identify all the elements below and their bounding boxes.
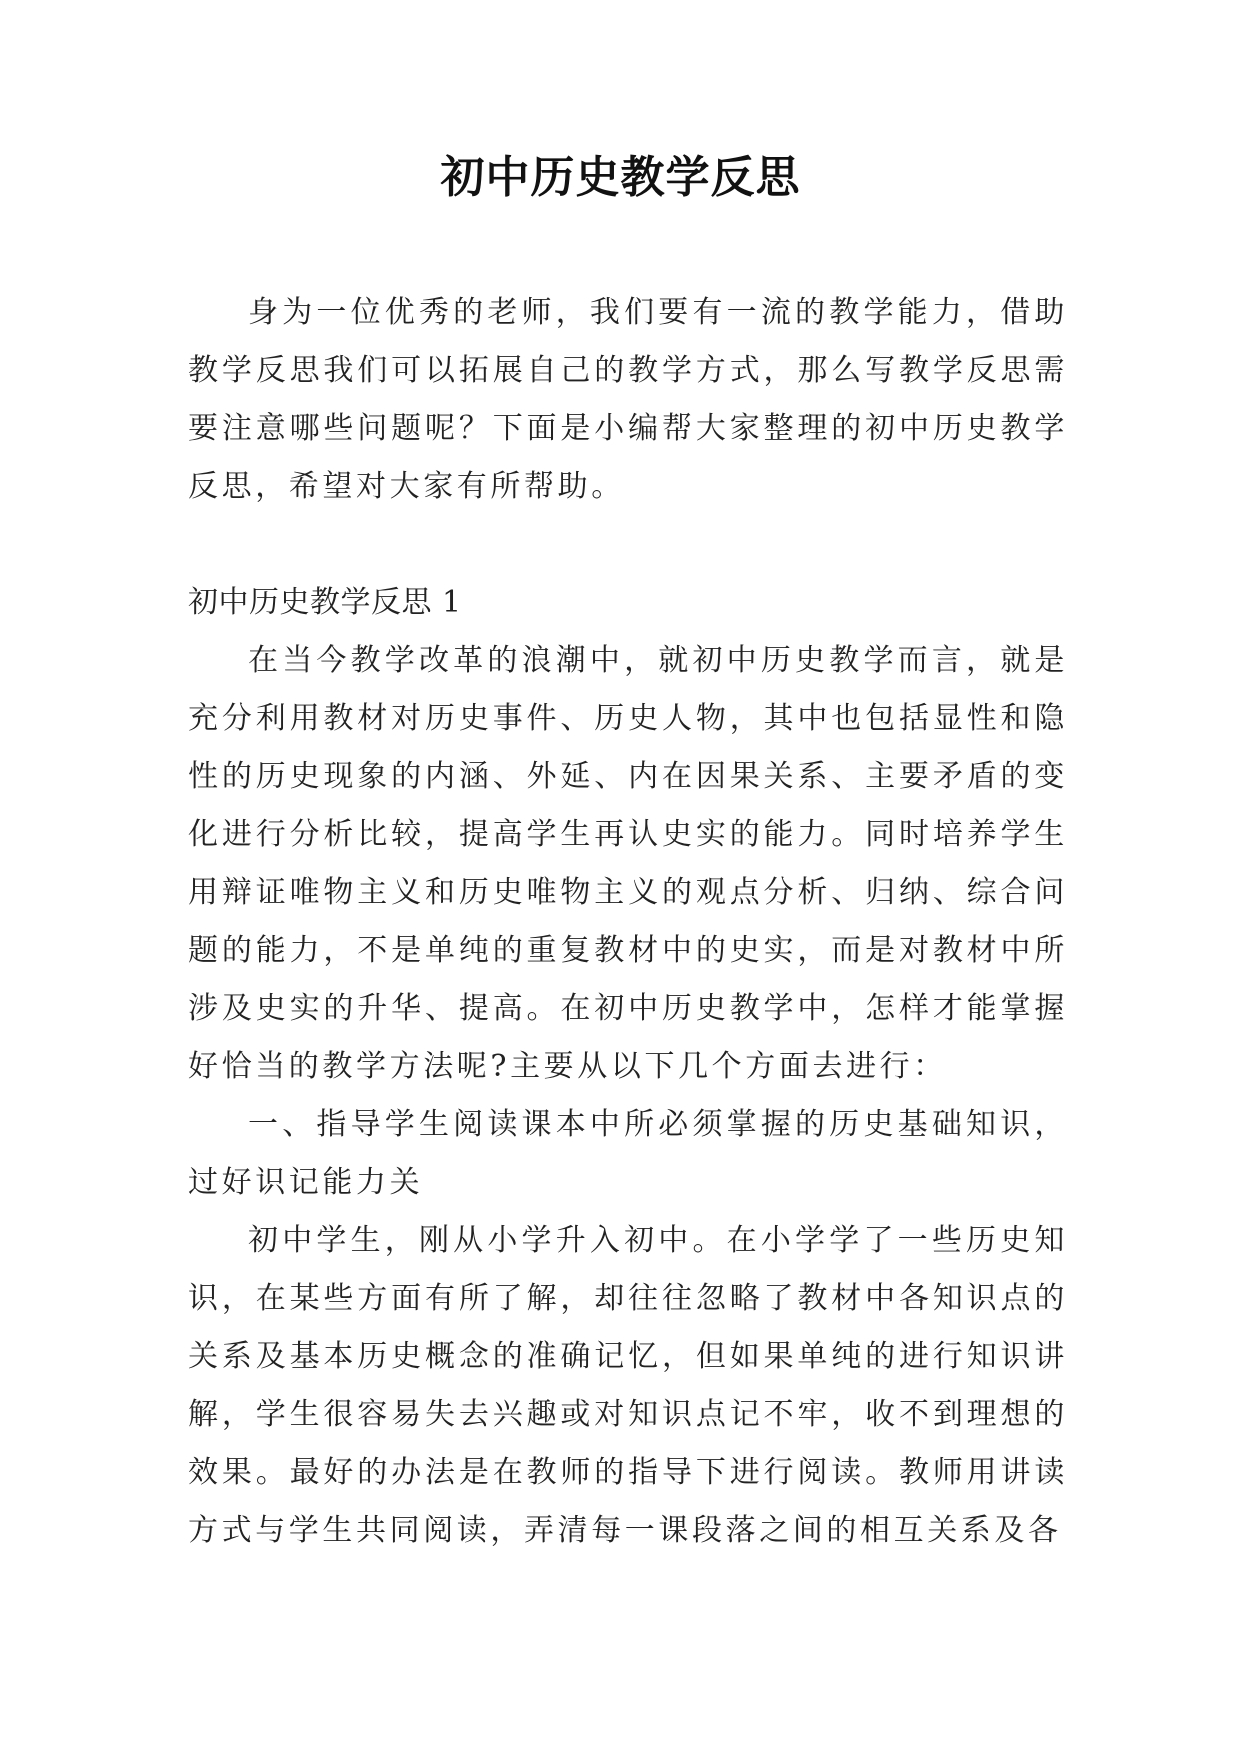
paragraph-spacer [188,516,1068,574]
body-paragraph-2: 一、指导学生阅读课本中所必须掌握的历史基础知识，过好识记能力关 [188,1107,1068,1200]
body-paragraph-3: 初中学生，刚从小学升入初中。在小学学了一些历史知识，在某些方面有所了解，却往往忽略了教材中各知识点的关系及基本历史概念的准确记忆，但如果单纯的进行知识讲解，学生很容易失去兴趣或对知识点记不牢，收不到理想的效果。最好的办法是在教师的指导下进行阅读。教师用讲读方式与学生共同阅读，弄清每一课段落之间的相互关系及各 [188,1223,1068,1548]
document-title: 初中历史教学反思 [440,152,801,203]
section-heading: 初中历史教学反思 1 [188,585,462,620]
intro-paragraph: 身为一位优秀的老师，我们要有一流的教学能力，借助教学反思我们可以拓展自己的教学方式，那么写教学反思需要注意哪些问题呢？下面是小编帮大家整理的初中历史教学反思，希望对大家有所帮助。 [188,295,1068,504]
document-body [188,284,1068,1560]
body-paragraph-1: 在当今教学改革的浪潮中，就初中历史教学而言，就是充分利用教材对历史事件、历史人物，其中也包括显性和隐性的历史现象的内涵、外延、内在因果关系、主要矛盾的变化进行分析比较，提高学生再认史实的能力。同时培养学生用辩证唯物主义和历史唯物主义的观点分析、归纳、综合问题的能力，不是单纯的重复教材中的史实，而是对教材中所涉及史实的升华、提高。在初中历史教学中，怎样才能掌握好恰当的教学方法呢?主要从以下几个方面去进行： [188,643,1068,1084]
